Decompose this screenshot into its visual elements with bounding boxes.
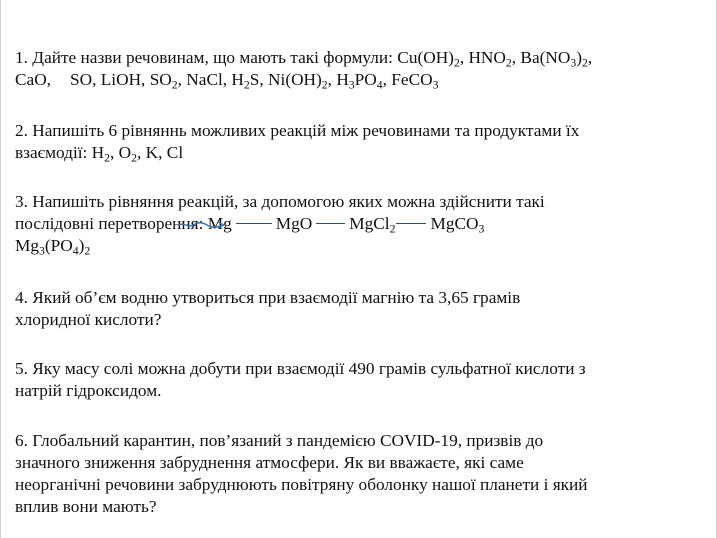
arrow-line-2 xyxy=(316,223,345,224)
question-1-line-2: CaO, SO, LiOH, $SO_2$, NaCl, $H_2S$, $Ni(OH)_2$, $H_3PO_4$, FeCO$_3$ xyxy=(15,70,439,92)
question-3-line-1: 3. Напишіть рівняння реакцій, за допомогою яких можна здійснити такі xyxy=(15,192,545,211)
question-3-line-2: послідовні перетворення: Mg MgO MgCl$_2$ MgCO$_3$ xyxy=(15,214,485,236)
question-6-line-1: 6. Глобальний карантин, пов’язаний з пандемією COVID-19, призвів до xyxy=(15,431,544,450)
question-6-line-2: значного зниження забруднення атмосфери. Як ви вважаєте, які саме xyxy=(15,453,524,472)
arrow-line-1 xyxy=(236,223,272,224)
arrow-line-3 xyxy=(396,223,426,224)
question-1 xyxy=(15,47,710,91)
question-4-line-2: хлоридної кислоти? xyxy=(15,310,162,329)
question-2 xyxy=(15,120,710,164)
question-3-line-3: $Mg_3(PO_4)_2$ xyxy=(15,236,91,258)
question-5 xyxy=(15,358,710,402)
question-2-line-1: 2. Напишіть 6 рівняннь можливих реакцій між речовинами та продуктами їх xyxy=(15,121,580,140)
question-5-line-2: натрій гідроксидом. xyxy=(15,381,162,400)
arrow-squiggle-mark xyxy=(178,220,226,230)
question-1-line-1: 1. Дайте назви речовинам, що мають такі формули: $Cu(OH)_2$, $HNO_2$, $Ba(NO_3)_2$, xyxy=(15,48,593,70)
page-border-left xyxy=(0,0,1,538)
question-3 xyxy=(15,191,710,257)
question-4-line-1: 4. Який об’єм водню утвориться при взаємодії магнію та 3,65 грамів xyxy=(15,288,521,307)
question-4 xyxy=(15,287,710,331)
question-6 xyxy=(15,430,710,518)
question-2-line-2: взаємодії: $H_2$, $O_2$, K, Cl xyxy=(15,143,184,165)
question-6-line-4: вплив вони мають? xyxy=(15,497,157,516)
question-6-line-3: неорганічні речовини забруднюють повітряну оболонку нашої планети і який xyxy=(15,475,588,494)
question-5-line-1: 5. Яку масу солі можна добути при взаємодії 490 грамів сульфатної кислоти з xyxy=(15,359,586,378)
